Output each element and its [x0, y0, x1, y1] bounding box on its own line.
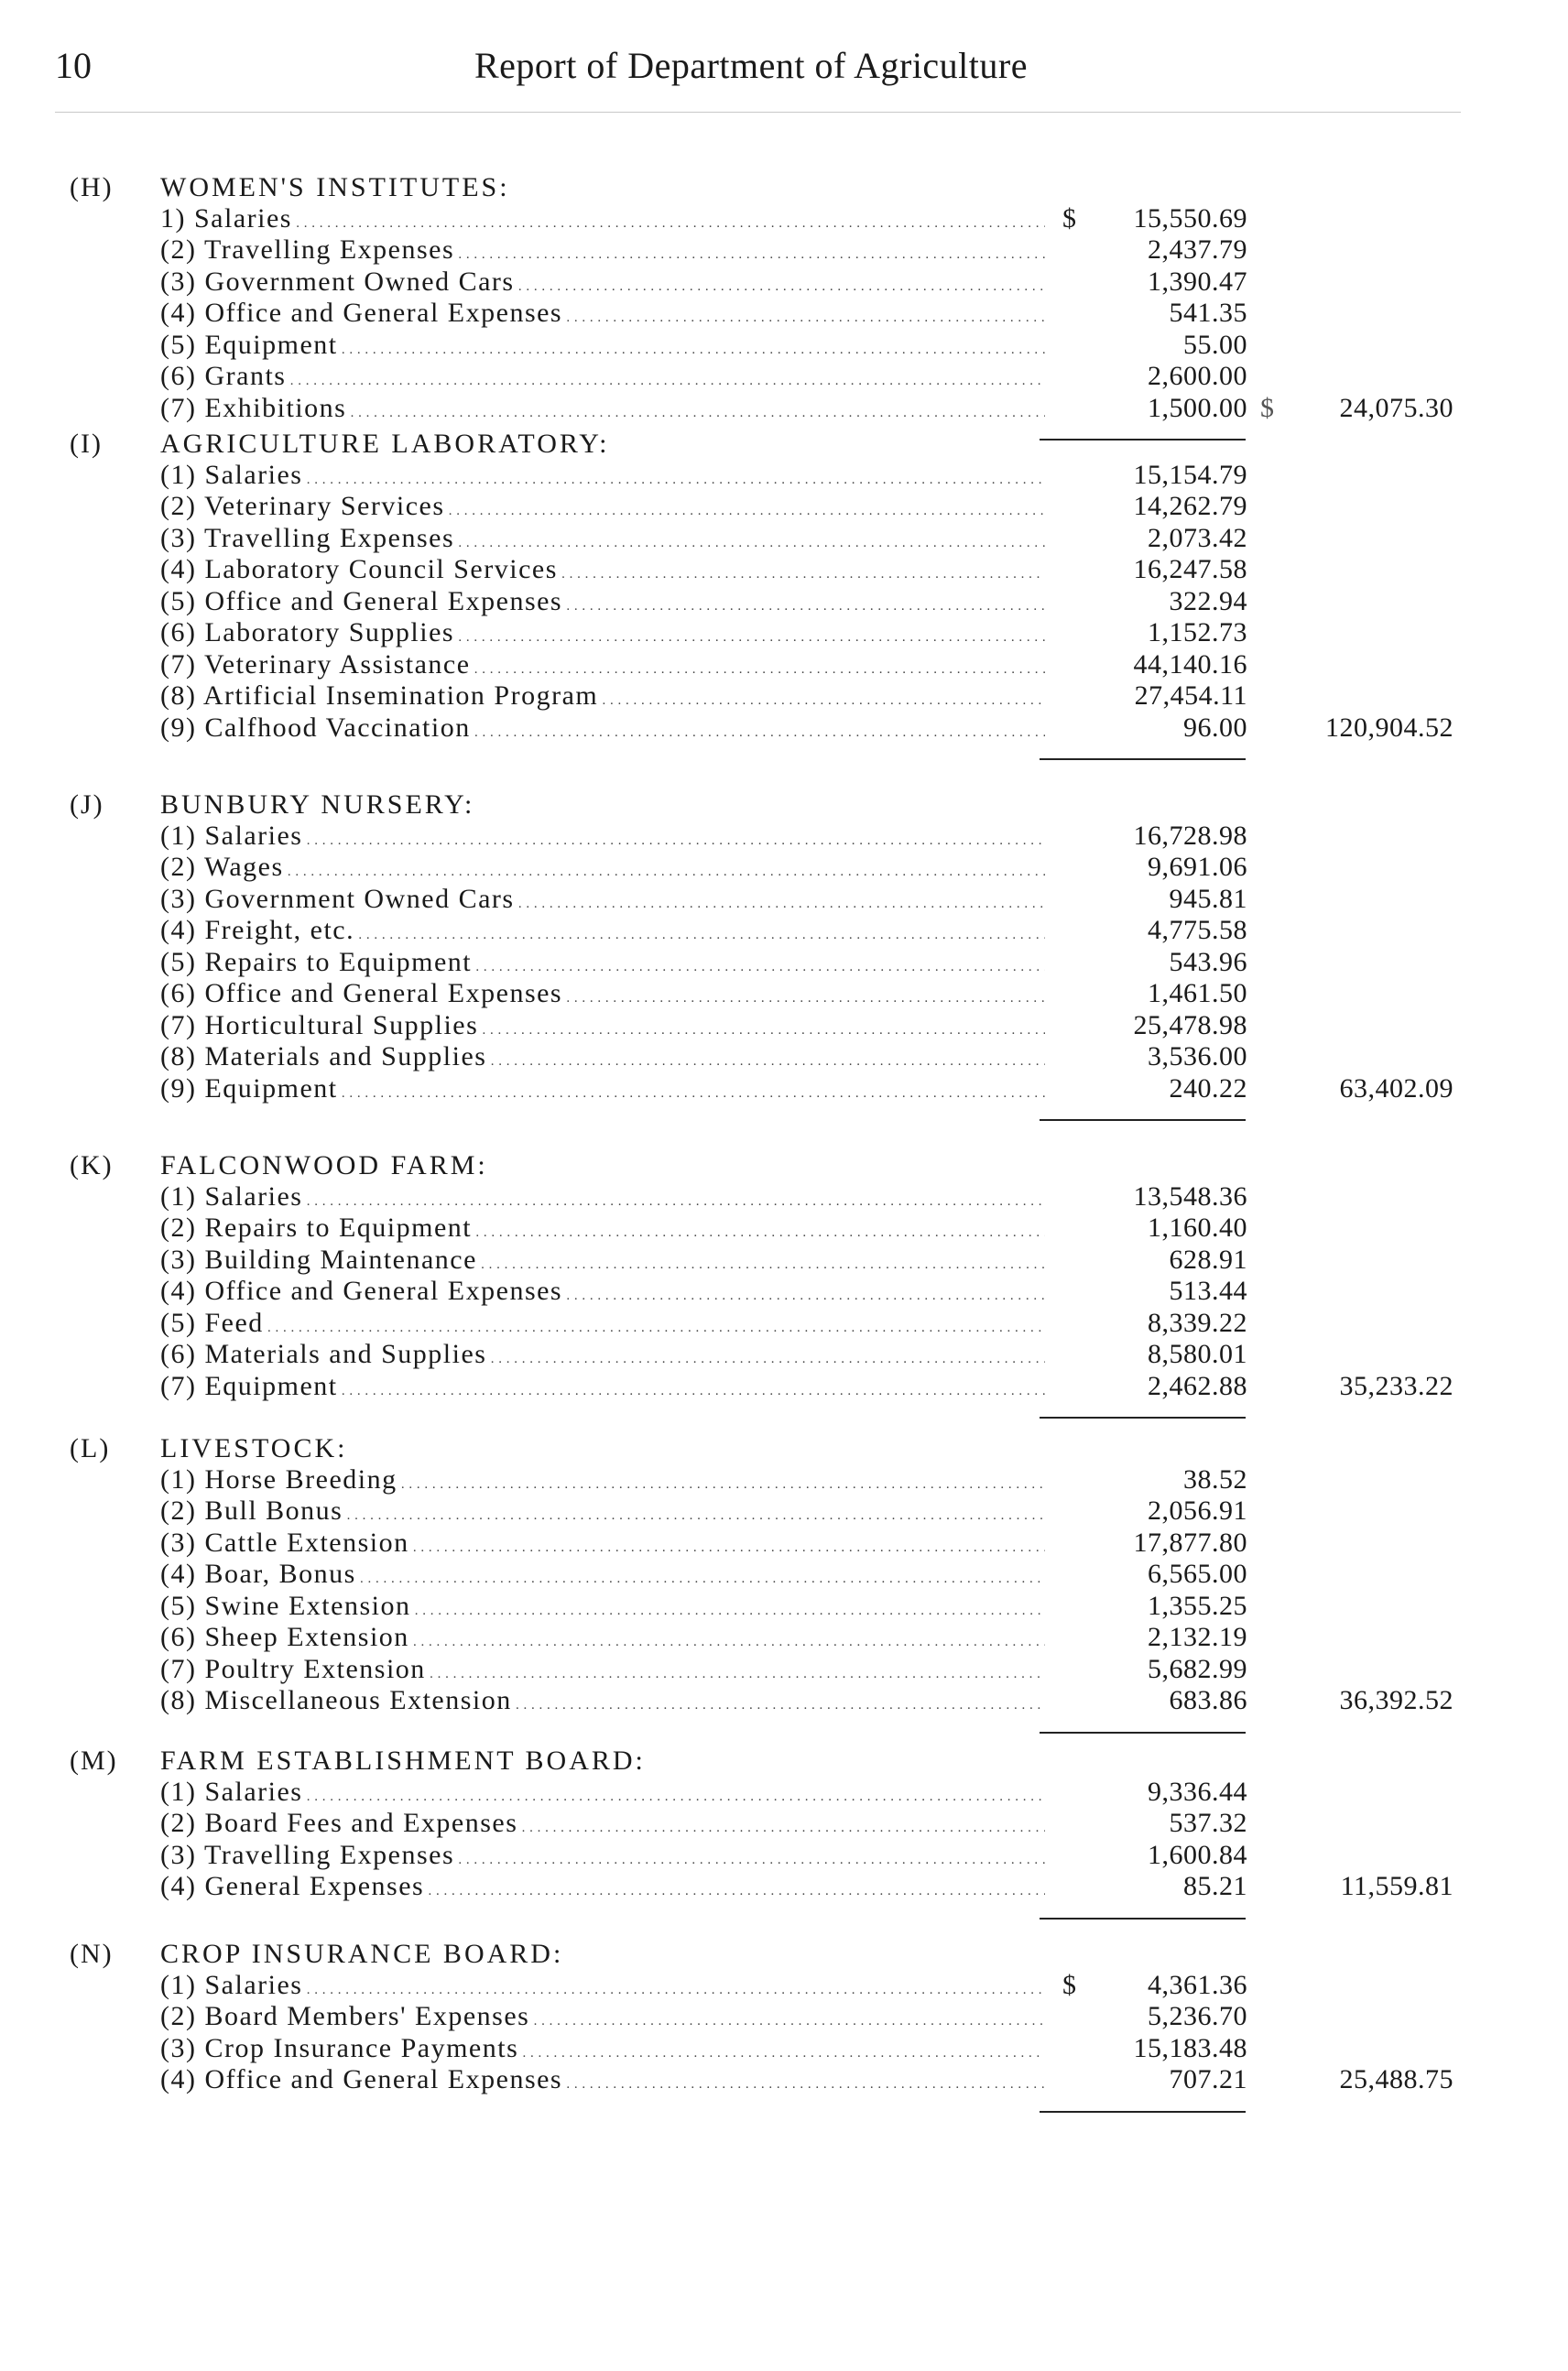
- line-item-label: (9) Equipment . . .: [160, 1073, 1045, 1104]
- line-item-label: (7) Exhibitions . . .: [160, 393, 1045, 424]
- line-item-amount: 1,500.00: [1148, 393, 1247, 423]
- line-item-label: (5) Swine Extension . . .: [160, 1591, 1045, 1622]
- line-item-amount: 513.44: [1169, 1276, 1247, 1306]
- line-item-label: (1) Salaries . . .: [160, 821, 1045, 852]
- line-item: [0, 1559, 1568, 1590]
- line-item-label: (2) Bull Bonus . . .: [160, 1495, 1045, 1527]
- line-item-amount: 2,056.91: [1148, 1495, 1247, 1526]
- line-item: [0, 978, 1568, 1009]
- line-item: [0, 1308, 1568, 1339]
- line-item-label: (6) Grants . . .: [160, 361, 1045, 392]
- line-item: [0, 1339, 1568, 1370]
- line-item-amount: 1,152.73: [1148, 617, 1247, 647]
- line-item: [0, 460, 1568, 491]
- subtotal-rule: [1040, 439, 1246, 440]
- section-title: FALCONWOOD FARM:: [160, 1150, 488, 1180]
- section-letter: (H): [70, 172, 114, 202]
- line-item-amount: 543.96: [1169, 947, 1247, 977]
- line-item-label: (1) Salaries . . .: [160, 460, 1045, 491]
- line-item-amount: 322.94: [1169, 586, 1247, 616]
- page-title: Report of Department of Agriculture: [474, 45, 1028, 86]
- line-item: [0, 1213, 1568, 1244]
- section-letter: (L): [70, 1433, 111, 1463]
- line-item: [0, 2033, 1568, 2064]
- line-item-amount: 38.52: [1183, 1464, 1247, 1495]
- line-item-label: (1) Salaries . . .: [160, 1777, 1045, 1808]
- section-title: LIVESTOCK:: [160, 1433, 348, 1463]
- line-item: [0, 821, 1568, 852]
- line-item-amount: 9,336.44: [1148, 1777, 1247, 1807]
- section-total: 36,392.52: [1339, 1685, 1454, 1715]
- line-item-amount: 15,183.48: [1133, 2033, 1247, 2063]
- line-item-label: (3) Cattle Extension . . .: [160, 1528, 1045, 1559]
- line-item-amount: 537.32: [1169, 1808, 1247, 1838]
- line-item-label: (8) Miscellaneous Extension . . .: [160, 1685, 1045, 1716]
- line-item-amount: 8,580.01: [1148, 1339, 1247, 1369]
- line-item-label: (3) Travelling Expenses . . .: [160, 523, 1045, 554]
- line-item-label: (4) General Expenses . . .: [160, 1871, 1045, 1902]
- line-item-amount: 1,461.50: [1148, 978, 1247, 1008]
- line-item: [0, 1970, 1568, 2001]
- line-item-label: (1) Salaries . . .: [160, 1181, 1045, 1213]
- line-item-label: (2) Travelling Expenses . . .: [160, 234, 1045, 266]
- line-item-label: (7) Poultry Extension . . .: [160, 1654, 1045, 1685]
- line-item-label: (5) Feed . . .: [160, 1308, 1045, 1339]
- line-item: [0, 586, 1568, 617]
- section-letter: (I): [70, 429, 103, 459]
- section-letter: (M): [70, 1746, 118, 1776]
- line-item-label: (8) Materials and Supplies . . .: [160, 1041, 1045, 1072]
- line-item: [0, 1181, 1568, 1213]
- line-item-amount: 27,454.11: [1134, 680, 1247, 711]
- subtotal-rule: [1040, 2111, 1246, 2113]
- line-item-label: (4) Office and General Expenses . . .: [160, 2064, 1045, 2095]
- subtotal-rule: [1040, 1417, 1246, 1419]
- line-item: [0, 1840, 1568, 1871]
- line-item: [0, 1528, 1568, 1559]
- line-item: [0, 266, 1568, 298]
- line-item-label: (6) Office and General Expenses . . .: [160, 978, 1045, 1009]
- line-item-label: (6) Laboratory Supplies . . .: [160, 617, 1045, 648]
- line-item-amount: 628.91: [1169, 1245, 1247, 1275]
- line-item-label: (1) Salaries . . .: [160, 1970, 1045, 2001]
- total-currency-symbol: $: [1260, 393, 1274, 423]
- line-item-amount: 55.00: [1183, 330, 1247, 360]
- page-header: [55, 44, 1447, 99]
- line-item: [0, 330, 1568, 361]
- line-item-amount: 945.81: [1169, 884, 1247, 914]
- section-total: 120,904.52: [1325, 712, 1454, 743]
- line-item: [0, 393, 1568, 424]
- section-letter: (K): [70, 1150, 114, 1180]
- section-total: 25,488.75: [1339, 2064, 1454, 2094]
- line-item: [0, 298, 1568, 329]
- line-item-label: (3) Crop Insurance Payments . . .: [160, 2033, 1045, 2064]
- line-item-label: (2) Repairs to Equipment . . .: [160, 1213, 1045, 1244]
- line-item-label: (7) Veterinary Assistance . . .: [160, 649, 1045, 680]
- section-title: BUNBURY NURSERY:: [160, 789, 475, 820]
- line-item-amount: 8,339.22: [1148, 1308, 1247, 1338]
- line-item-label: (9) Calfhood Vaccination . . .: [160, 712, 1045, 744]
- line-item-amount: 2,132.19: [1148, 1622, 1247, 1652]
- line-item: [0, 947, 1568, 978]
- line-item: [0, 1591, 1568, 1622]
- line-item-label: (5) Office and General Expenses . . .: [160, 586, 1045, 617]
- line-item-amount: 1,600.84: [1148, 1840, 1247, 1870]
- line-item-label: (3) Government Owned Cars . . .: [160, 884, 1045, 915]
- line-item: [0, 2064, 1568, 2095]
- line-item-amount: 44,140.16: [1133, 649, 1247, 680]
- line-item-amount: 9,691.06: [1148, 852, 1247, 882]
- header-divider: [55, 112, 1461, 113]
- line-item-label: (6) Materials and Supplies . . .: [160, 1339, 1045, 1370]
- line-item-label: (3) Travelling Expenses . . .: [160, 1840, 1045, 1871]
- line-item: [0, 234, 1568, 266]
- line-item: [0, 1685, 1568, 1716]
- subtotal-rule: [1040, 1119, 1246, 1121]
- line-item-amount: 2,073.42: [1148, 523, 1247, 553]
- line-item-amount: 3,536.00: [1148, 1041, 1247, 1071]
- line-item-amount: 1,390.47: [1148, 266, 1247, 297]
- line-item-amount: 240.22: [1169, 1073, 1247, 1104]
- line-item-label: (2) Board Fees and Expenses . . .: [160, 1808, 1045, 1839]
- page-number: 10: [55, 45, 92, 86]
- line-item-amount: 5,682.99: [1148, 1654, 1247, 1684]
- line-item: [0, 884, 1568, 915]
- line-item-amount: 16,247.58: [1133, 554, 1247, 584]
- line-item-label: (5) Equipment . . .: [160, 330, 1045, 361]
- line-item-label: (7) Horticultural Supplies . . .: [160, 1010, 1045, 1041]
- line-item: [0, 1041, 1568, 1072]
- line-item-amount: 2,437.79: [1148, 234, 1247, 265]
- line-item-label: (4) Freight, etc. . . .: [160, 915, 1045, 946]
- line-item-amount: 4,361.36: [1148, 1970, 1247, 2000]
- line-item-amount: 16,728.98: [1133, 821, 1247, 851]
- line-item-label: (2) Veterinary Services . . .: [160, 491, 1045, 522]
- line-item-label: (6) Sheep Extension . . .: [160, 1622, 1045, 1653]
- section-total: 24,075.30: [1339, 393, 1454, 423]
- line-item: [0, 1871, 1568, 1902]
- section-total: 63,402.09: [1339, 1073, 1454, 1104]
- line-item-amount: 1,355.25: [1148, 1591, 1247, 1621]
- line-item: [0, 2001, 1568, 2032]
- section-title: FARM ESTABLISHMENT BOARD:: [160, 1746, 646, 1776]
- line-item: [0, 361, 1568, 392]
- line-item: [0, 712, 1568, 744]
- line-item-label: (4) Office and General Expenses . . .: [160, 298, 1045, 329]
- line-item-label: (3) Government Owned Cars . . .: [160, 266, 1045, 298]
- line-item: [0, 1010, 1568, 1041]
- line-item-amount: 15,154.79: [1133, 460, 1247, 490]
- line-item-amount: 13,548.36: [1133, 1181, 1247, 1212]
- line-item-label: (4) Laboratory Council Services . . .: [160, 554, 1045, 585]
- currency-symbol: $: [1062, 203, 1076, 234]
- line-item: [0, 852, 1568, 883]
- line-item-amount: 17,877.80: [1133, 1528, 1247, 1558]
- line-item: [0, 649, 1568, 680]
- line-item: [0, 554, 1568, 585]
- line-item-label: (4) Boar, Bonus . . .: [160, 1559, 1045, 1590]
- line-item-amount: 541.35: [1169, 298, 1247, 328]
- line-item: [0, 1777, 1568, 1808]
- line-item-label: (8) Artificial Insemination Program . . .: [160, 680, 1045, 712]
- line-item: [0, 617, 1568, 648]
- line-item: [0, 915, 1568, 946]
- line-item-amount: 15,550.69: [1133, 203, 1247, 234]
- section-title: CROP INSURANCE BOARD:: [160, 1939, 564, 1969]
- line-item-amount: 14,262.79: [1133, 491, 1247, 521]
- subtotal-rule: [1040, 1918, 1246, 1920]
- line-item-amount: 707.21: [1169, 2064, 1247, 2094]
- line-item: [0, 1371, 1568, 1402]
- line-item-label: (2) Board Members' Expenses . . .: [160, 2001, 1045, 2032]
- section-title: AGRICULTURE LABORATORY:: [160, 429, 610, 459]
- line-item-label: (5) Repairs to Equipment . . .: [160, 947, 1045, 978]
- line-item: [0, 1654, 1568, 1685]
- section-letter: (N): [70, 1939, 114, 1969]
- line-item: [0, 1464, 1568, 1495]
- line-item-amount: 4,775.58: [1148, 915, 1247, 945]
- line-item-amount: 1,160.40: [1148, 1213, 1247, 1243]
- line-item: [0, 680, 1568, 712]
- line-item: [0, 1808, 1568, 1839]
- line-item-label: (3) Building Maintenance . . .: [160, 1245, 1045, 1276]
- line-item: [0, 1495, 1568, 1527]
- line-item-amount: 2,600.00: [1148, 361, 1247, 391]
- line-item-amount: 2,462.88: [1148, 1371, 1247, 1401]
- line-item-amount: 96.00: [1183, 712, 1247, 743]
- section-title: WOMEN'S INSTITUTES:: [160, 172, 510, 202]
- line-item-label: (2) Wages . . .: [160, 852, 1045, 883]
- line-item: [0, 523, 1568, 554]
- line-item-label: (7) Equipment . . .: [160, 1371, 1045, 1402]
- line-item: [0, 491, 1568, 522]
- line-item-amount: 6,565.00: [1148, 1559, 1247, 1589]
- line-item: [0, 1073, 1568, 1104]
- line-item-amount: 25,478.98: [1133, 1010, 1247, 1040]
- line-item-amount: 5,236.70: [1148, 2001, 1247, 2031]
- line-item: [0, 1245, 1568, 1276]
- line-item-label: (4) Office and General Expenses . . .: [160, 1276, 1045, 1307]
- section-total: 11,559.81: [1340, 1871, 1454, 1901]
- line-item: [0, 203, 1568, 234]
- section-total: 35,233.22: [1339, 1371, 1454, 1401]
- line-item-label: 1) Salaries . . .: [160, 203, 1045, 234]
- line-item-label: (1) Horse Breeding . . .: [160, 1464, 1045, 1495]
- line-item-amount: 85.21: [1183, 1871, 1247, 1901]
- currency-symbol: $: [1062, 1970, 1076, 2000]
- line-item-amount: 683.86: [1169, 1685, 1247, 1715]
- subtotal-rule: [1040, 758, 1246, 760]
- line-item: [0, 1276, 1568, 1307]
- section-letter: (J): [70, 789, 104, 820]
- line-item: [0, 1622, 1568, 1653]
- subtotal-rule: [1040, 1732, 1246, 1734]
